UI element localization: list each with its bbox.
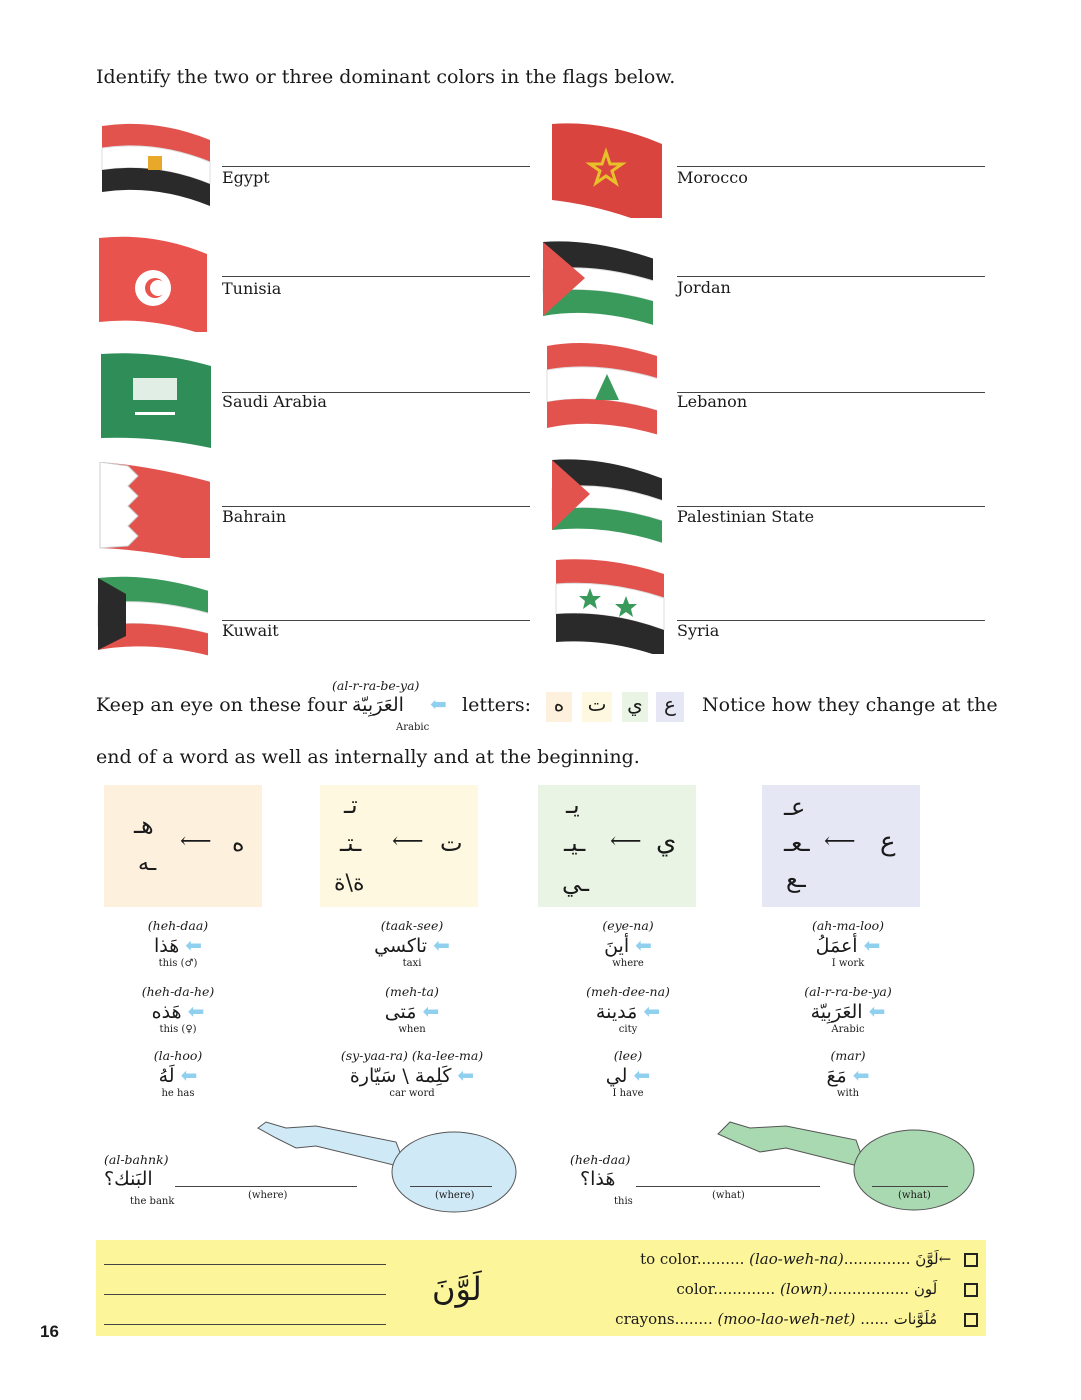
- key-this-hint: (what): [712, 1190, 745, 1201]
- arrow-left-icon: ⟵: [610, 829, 642, 854]
- country-label-jordan: Jordan: [677, 278, 731, 297]
- country-label-lebanon: Lebanon: [677, 392, 748, 411]
- word-translit: (heh-da-he): [141, 984, 215, 999]
- arabic-gloss: Arabic: [396, 722, 430, 733]
- letter-box-heh: هـ ـه ⟵ ه: [104, 785, 262, 907]
- vocab-word: [518, 984, 738, 1035]
- vocab-word: [302, 918, 522, 969]
- word-gloss: where: [612, 958, 644, 969]
- word-arabic: هَذا ⬅: [153, 933, 203, 957]
- key-this-gloss: this: [614, 1196, 633, 1207]
- key-this-arabic: هَذا؟: [580, 1168, 616, 1190]
- notice-text-line2: end of a word as well as internally and at the beginning.: [96, 746, 640, 768]
- letter-box-yeh: يـ ـيـ ـي ⟵ ي: [538, 785, 696, 907]
- vocab-row-color: color............. (lown)................. لَون: [676, 1280, 978, 1298]
- vocab-big-word: لَوَّنَ: [432, 1270, 482, 1308]
- arrow-left-icon: ⬅: [635, 933, 652, 957]
- country-label-saudi-arabia: Saudi Arabia: [222, 392, 327, 411]
- bahrain-flag: [98, 462, 210, 558]
- letter-ain: ع: [656, 692, 684, 722]
- vocab-row-crayons: crayons........ (moo-lao-weh-net) ...... مُلَوَّنات: [615, 1310, 978, 1328]
- arrow-left-icon: ⬅: [457, 1063, 475, 1087]
- letter-box-teh: تـ ـتـ ة\ة ⟵ ت: [320, 785, 478, 907]
- vocab-word: [738, 1048, 958, 1099]
- answer-line-syria[interactable]: [677, 620, 985, 621]
- country-label-syria: Syria: [677, 621, 720, 640]
- keep-eye-text: Keep an eye on these four: [96, 694, 347, 716]
- answer-line-tunisia[interactable]: [222, 276, 530, 277]
- vocab-word: [68, 918, 288, 969]
- word-arabic: كَلِمة \ سَيّارة ⬅: [349, 1063, 475, 1087]
- saudi-arabia-flag: [99, 352, 211, 448]
- vocab-write-line-2[interactable]: [104, 1294, 386, 1295]
- checkbox-color[interactable]: [964, 1283, 978, 1297]
- word-gloss: with: [836, 1088, 860, 1099]
- word-arabic: مَتى ⬅: [384, 999, 440, 1023]
- notice-text: Notice how they change at the: [702, 694, 998, 716]
- vocab-word: [518, 918, 738, 969]
- letter-box-ain: عـ ـعـ ـع ⟵ ع: [762, 785, 920, 907]
- answer-line-jordan[interactable]: [677, 276, 985, 277]
- jordan-flag: [541, 240, 653, 336]
- key-bank-arabic: البَنك؟: [104, 1168, 153, 1190]
- country-label-kuwait: Kuwait: [222, 621, 279, 640]
- arrow-left-icon: ⬅: [643, 999, 661, 1023]
- vocab-word: [518, 1048, 738, 1099]
- answer-line-this-key[interactable]: [872, 1186, 948, 1187]
- arrow-left-icon: ⬅: [430, 692, 447, 716]
- arrow-left-icon: ⬅: [422, 999, 440, 1023]
- arrow-left-icon: ⬅: [433, 933, 450, 957]
- country-label-tunisia: Tunisia: [222, 279, 282, 298]
- answer-line-egypt[interactable]: [222, 166, 530, 167]
- answer-line-bank[interactable]: [175, 1186, 357, 1187]
- arrow-left-icon: ⬅: [185, 933, 203, 957]
- word-gloss: taxi: [402, 958, 422, 969]
- word-gloss: this (♀): [159, 1024, 197, 1035]
- letters-label: letters:: [462, 694, 532, 716]
- word-gloss: I have: [612, 1088, 644, 1099]
- country-label-palestinian-state: Palestinian State: [677, 507, 815, 526]
- vocab-word: [738, 984, 958, 1035]
- egypt-flag: [100, 122, 212, 218]
- word-translit: (meh-ta): [385, 984, 439, 999]
- country-label-morocco: Morocco: [677, 168, 748, 187]
- word-arabic: مَدينة ⬅: [595, 999, 661, 1023]
- key-this-translit: (heh-daa): [570, 1152, 631, 1167]
- answer-line-morocco[interactable]: [677, 166, 985, 167]
- vocab-word: [68, 1048, 288, 1099]
- word-arabic: لَهُ ⬅: [158, 1063, 198, 1087]
- key-this-hint-2: (what): [898, 1190, 931, 1201]
- word-gloss: I work: [831, 958, 865, 969]
- word-gloss: this (♂): [158, 958, 198, 969]
- word-arabic: العَرَبِيّة ⬅: [810, 999, 886, 1023]
- arabic-word: العَرَبِيّة: [352, 694, 404, 716]
- key-bank-hint: (where): [248, 1190, 288, 1201]
- arrow-left-icon: ⬅: [187, 999, 205, 1023]
- letter-yeh: ي: [622, 692, 648, 722]
- vocab-box: [96, 1240, 986, 1336]
- vocab-row-to-color: to color.......... (lao-weh-na).............. لَوَّنَ←: [640, 1250, 978, 1268]
- arrow-left-icon: ⬅: [863, 933, 881, 957]
- vocab-word: [738, 918, 958, 969]
- word-gloss: when: [398, 1024, 426, 1035]
- word-translit: (ah-ma-loo): [811, 918, 885, 933]
- lebanon-flag: [545, 340, 657, 436]
- word-translit: (al-r-ra-be-ya): [804, 984, 892, 999]
- country-label-bahrain: Bahrain: [222, 507, 287, 526]
- arrow-left-icon: ⟵: [824, 829, 856, 854]
- vocab-word: [68, 984, 288, 1035]
- word-translit: (lee): [613, 1048, 643, 1063]
- word-translit: (eye-na): [602, 918, 654, 933]
- kuwait-flag: [96, 574, 208, 670]
- answer-line-this[interactable]: [636, 1186, 820, 1187]
- word-translit: (meh-dee-na): [586, 984, 670, 999]
- vocab-word: [302, 1048, 522, 1099]
- arrow-left-icon: ⬅: [180, 1063, 198, 1087]
- key-bank-translit: (al-bahnk): [104, 1152, 169, 1167]
- letter-heh: ه: [546, 692, 572, 722]
- country-label-egypt: Egypt: [222, 168, 270, 187]
- word-arabic: لي ⬅: [605, 1063, 651, 1087]
- word-gloss: Arabic: [831, 1024, 865, 1035]
- word-translit: (sy-yaa-ra) (ka-lee-ma): [340, 1048, 484, 1063]
- arabic-translit: (al-r-ra-be-ya): [332, 678, 420, 693]
- instruction-text: Identify the two or three dominant colors in the flags below.: [96, 66, 676, 88]
- word-gloss: car word: [389, 1088, 435, 1099]
- word-gloss: city: [618, 1024, 638, 1035]
- key-bank-gloss: the bank: [130, 1196, 175, 1207]
- checkbox-crayons[interactable]: [964, 1313, 978, 1327]
- vocab-write-line-1[interactable]: [104, 1264, 386, 1265]
- syria-flag: [554, 558, 666, 654]
- morocco-flag: [550, 122, 662, 218]
- answer-line-bank-key[interactable]: [410, 1186, 492, 1187]
- vocab-word: [302, 984, 522, 1035]
- word-arabic: أعمَلُ ⬅: [815, 933, 881, 957]
- word-arabic: تاكسي ⬅: [374, 933, 450, 957]
- key-this-icon: [716, 1118, 978, 1216]
- word-translit: (heh-daa): [147, 918, 209, 933]
- word-translit: (mar): [830, 1048, 866, 1063]
- word-translit: (taak-see): [380, 918, 444, 933]
- key-bank-icon: [256, 1118, 518, 1216]
- arrow-left-icon: ⬅: [852, 1063, 870, 1087]
- checkbox-to-color[interactable]: [964, 1253, 978, 1267]
- arrow-left-icon: ⬅: [868, 999, 886, 1023]
- word-arabic: مَعَ ⬅: [826, 1063, 870, 1087]
- palestinian-state-flag: [550, 458, 662, 554]
- word-arabic: أينَ ⬅: [604, 933, 652, 957]
- arrow-left-icon: ⬅: [633, 1063, 651, 1087]
- word-arabic: هَذه ⬅: [151, 999, 205, 1023]
- arrow-left-icon: ⟵: [392, 829, 424, 854]
- letter-teh: ت: [582, 692, 612, 722]
- vocab-write-line-3[interactable]: [104, 1324, 386, 1325]
- word-translit: (la-hoo): [153, 1048, 203, 1063]
- key-bank-hint-2: (where): [435, 1190, 475, 1201]
- page-number: 16: [40, 1322, 59, 1341]
- arrow-left-icon: ⟵: [180, 829, 212, 854]
- word-gloss: he has: [161, 1088, 195, 1099]
- tunisia-flag: [97, 236, 209, 332]
